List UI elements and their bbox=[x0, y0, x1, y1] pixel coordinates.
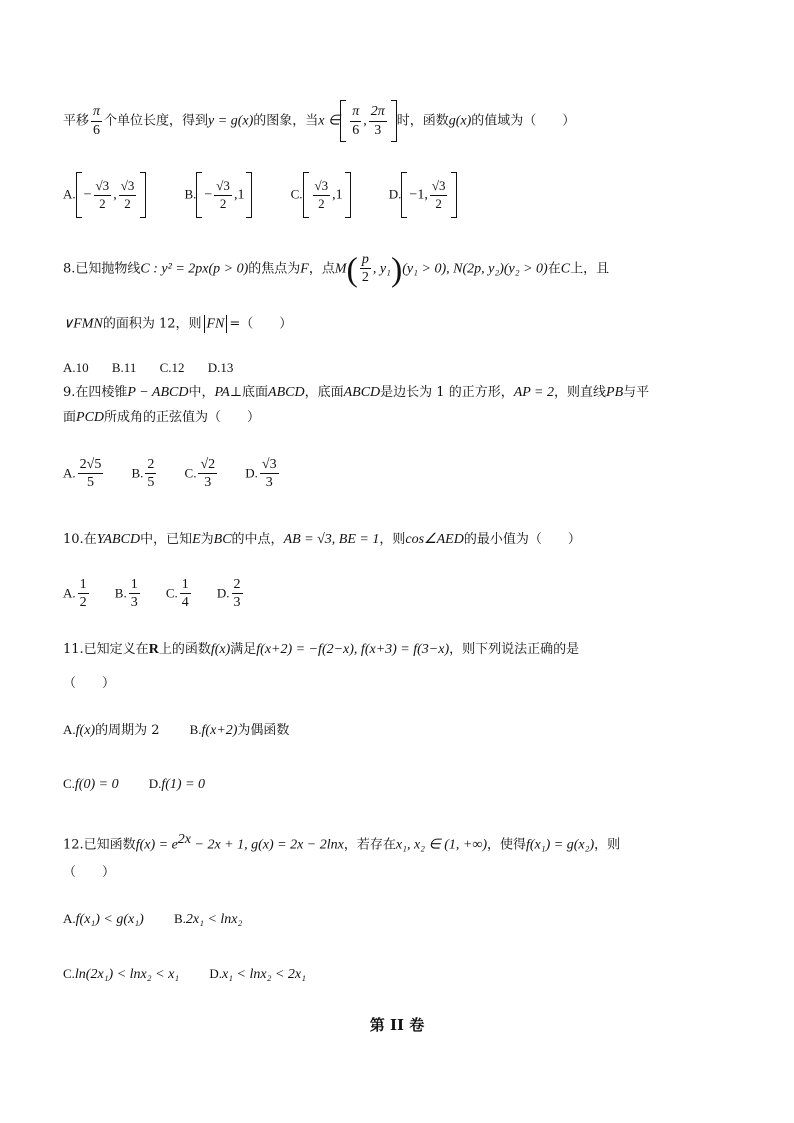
q12-option-b[interactable]: B.2x₁ < lnx₂ bbox=[173, 911, 243, 927]
option-label: C. bbox=[290, 186, 303, 202]
q10-math: AB = √3, BE = 1 bbox=[283, 532, 380, 547]
q9-stem bbox=[63, 386, 649, 400]
q7-text: 的值域为（ ） bbox=[471, 113, 576, 129]
q9-options bbox=[63, 457, 297, 491]
q7-int-a: $\frac{\pi}{6}$ bbox=[352, 104, 360, 138]
q12-stem bbox=[63, 833, 620, 852]
q11-options-cd bbox=[63, 777, 221, 792]
q8-text: ，点 bbox=[308, 261, 335, 277]
q9-option-d[interactable]: D. $\frac{√3}{3}$ bbox=[245, 457, 277, 491]
q11-text: 上的函数 bbox=[158, 642, 211, 657]
q10-text: 为 bbox=[200, 532, 214, 547]
q9-math: P − ABCD bbox=[127, 385, 189, 400]
q8-triangle: ∨FMN bbox=[63, 316, 103, 332]
q8-focus: F bbox=[300, 261, 309, 277]
q12-text: 12.已知函数 bbox=[63, 837, 136, 853]
q9-text: ，则直线 bbox=[554, 385, 607, 400]
right-bracket bbox=[140, 172, 146, 218]
q12-option-c[interactable]: C.ln(2x₁) < lnx₂ < x₁ bbox=[63, 966, 180, 982]
q10-math: cos∠AED bbox=[405, 532, 464, 547]
q11-text: ，则下列说法正确的是 bbox=[449, 642, 580, 657]
q12-options-ab bbox=[63, 912, 258, 927]
q9-text: 与平 bbox=[623, 385, 650, 400]
q7-text: 平移 bbox=[63, 113, 90, 129]
q11-text: 11.已知定义在 bbox=[63, 642, 149, 657]
q7-text: 的图象，当 bbox=[253, 113, 319, 129]
right-bracket bbox=[246, 172, 252, 218]
q9-stem-2 bbox=[63, 411, 260, 425]
left-bracket bbox=[76, 172, 82, 218]
q12-text: ，若存在 bbox=[343, 837, 396, 853]
q9-text: 9.在四棱锥 bbox=[63, 385, 128, 400]
q9-math: ABCD bbox=[343, 385, 381, 400]
q9-text: 所成角的正弦值为（ ） bbox=[104, 410, 261, 425]
q8-y1: , y₁ bbox=[372, 261, 391, 277]
q11-option-d[interactable]: D.f(1) = 0 bbox=[148, 776, 206, 792]
q12-stem-2 bbox=[63, 866, 115, 879]
q8-option-c[interactable]: C.12 bbox=[159, 360, 185, 375]
q11-text: （ ） bbox=[63, 676, 116, 691]
abs-bar bbox=[226, 315, 227, 333]
q9-math: ABCD bbox=[268, 385, 305, 400]
q8-fn: FN bbox=[206, 316, 225, 332]
q9-math: PA bbox=[214, 385, 230, 400]
option-label: D. bbox=[388, 186, 402, 202]
q9-option-b[interactable]: B. $\frac{2}{5}$ bbox=[131, 457, 155, 491]
q12-option-d[interactable]: D.x₁ < lnx₂ < 2x₁ bbox=[209, 966, 306, 982]
q11-stem bbox=[63, 643, 579, 657]
right-bracket bbox=[345, 172, 351, 218]
q10-text: 的最小值为（ ） bbox=[463, 532, 581, 547]
q11-real-set: R bbox=[148, 642, 159, 657]
left-bracket bbox=[196, 172, 202, 218]
q10-text: ，则 bbox=[379, 532, 406, 547]
q9-option-a[interactable]: A. $\frac{2√5}{5}$ bbox=[63, 457, 102, 491]
q8-stem-2 bbox=[63, 315, 292, 333]
q8-option-d[interactable]: D.13 bbox=[207, 360, 234, 375]
left-bracket bbox=[340, 100, 346, 142]
q11-options-ab bbox=[63, 723, 305, 738]
q12-math: − 2x + 1, g(x) = 2x − 2lnx bbox=[191, 837, 344, 853]
q10-text: 10.在 bbox=[63, 532, 97, 547]
q12-text: （ ） bbox=[63, 865, 116, 880]
q10-text: 中，已知 bbox=[140, 532, 193, 547]
q7-frac: $\frac{\pi}{6}$ bbox=[93, 104, 101, 138]
q11-math: f(x+2) = −f(2−x), f(x+3) = f(3−x) bbox=[256, 642, 450, 657]
q10-stem bbox=[63, 533, 581, 547]
q7-options bbox=[63, 172, 473, 218]
abs-bar bbox=[204, 315, 205, 333]
q8-stem: 8.已知抛物线C : y² = 2px(p > 0)的焦点为F，点M( $\frac{p}{2}$ , y₁)(y₁ > 0), N(2p, y₂)(y₂ > 0)在C上，且 bbox=[63, 251, 610, 289]
q8-point-n: (y₁ > 0), N(2p, y₂)(y₂ > 0) bbox=[402, 261, 548, 277]
q8-option-b[interactable]: B.11 bbox=[111, 360, 137, 375]
q11-math: f(x) bbox=[210, 642, 231, 657]
q7-int-b: $\frac{2\pi}{3}$ bbox=[370, 104, 385, 138]
q11-option-c[interactable]: C.f(0) = 0 bbox=[63, 776, 119, 792]
section-heading: 第 II 卷 bbox=[369, 1016, 425, 1034]
q9-math: AP = 2 bbox=[513, 385, 555, 400]
q10-options bbox=[63, 577, 261, 611]
q12-exponent: 2x bbox=[177, 832, 191, 847]
q8-parabola: C : y² = 2px(p > 0) bbox=[140, 261, 249, 277]
q7-stem: 平移 $\frac{\pi}{6}$ 个单位长度，得到y = g(x)的图象，当x ∈ $\frac{\pi}{6}$ , $\frac{2\pi}{3}$ 时，函数g(x)的值域为（ ） bbox=[63, 100, 575, 142]
q8-point-m: M bbox=[334, 261, 347, 277]
q12-option-a[interactable]: A.f(x₁) < g(x₁) bbox=[63, 911, 144, 927]
q12-text: ，使得 bbox=[486, 837, 526, 853]
q8-text: 在 bbox=[547, 261, 561, 277]
q7-text: 时，函数 bbox=[396, 113, 449, 129]
q10-text: 的中点， bbox=[231, 532, 284, 547]
q12-math: x₁, x₂ ∈ (1, +∞) bbox=[395, 837, 487, 853]
q8-option-a[interactable]: A.10 bbox=[63, 360, 89, 375]
left-bracket bbox=[303, 172, 309, 218]
q7-option-d[interactable]: D. −1, $\frac{√3}{2}$ bbox=[389, 172, 458, 218]
left-bracket bbox=[401, 172, 407, 218]
q11-option-a[interactable]: A.f(x)的周期为 2 bbox=[63, 722, 160, 738]
q10-option-d[interactable]: D. $\frac{2}{3}$ bbox=[216, 577, 241, 611]
q12-text: ，则 bbox=[594, 837, 621, 853]
q7-domain: x ∈ bbox=[318, 113, 341, 129]
q12-math: f(x) = e bbox=[135, 837, 178, 853]
q8-text: =（ ） bbox=[229, 316, 293, 332]
q12-math: f(x₁) = g(x₂) bbox=[526, 837, 595, 853]
q8-text: 8.已知抛物线 bbox=[63, 261, 141, 277]
q11-option-b[interactable]: B.f(x+2)为偶函数 bbox=[189, 722, 290, 738]
q10-math: E bbox=[192, 532, 201, 547]
q10-math: BC bbox=[213, 532, 232, 547]
q10-option-b[interactable]: B. $\frac{1}{3}$ bbox=[114, 577, 138, 611]
q9-text: 中， bbox=[188, 385, 215, 400]
q9-text: ，底面 bbox=[304, 385, 344, 400]
q9-text: 面 bbox=[63, 410, 77, 425]
q12-options-cd bbox=[63, 967, 322, 982]
q9-option-c[interactable]: C. $\frac{√2}{3}$ bbox=[184, 457, 216, 491]
q10-math: YABCD bbox=[96, 532, 141, 547]
q8-text: 的焦点为 bbox=[248, 261, 301, 277]
q7-option-b[interactable]: B. − $\frac{√3}{2}$ ,1 bbox=[184, 172, 252, 218]
q7-function: y = g(x) bbox=[208, 113, 254, 129]
q7-gx: g(x) bbox=[448, 113, 472, 129]
q9-math: PB bbox=[606, 385, 624, 400]
q7-option-a[interactable]: A. − $\frac{√3}{2}$ , $\frac{√3}{2}$ bbox=[63, 172, 146, 218]
q7-text: 个单位长度，得到 bbox=[104, 113, 209, 129]
q8-curve: C bbox=[560, 261, 571, 277]
q8-options bbox=[63, 361, 249, 374]
q8-text: 上，且 bbox=[570, 261, 610, 277]
option-label: A. bbox=[63, 186, 76, 202]
q11-stem-2 bbox=[63, 677, 115, 690]
q10-option-a[interactable]: A. $\frac{1}{2}$ bbox=[63, 577, 87, 611]
q10-option-c[interactable]: C. $\frac{1}{4}$ bbox=[165, 577, 189, 611]
q9-text: ⊥底面 bbox=[229, 385, 269, 400]
q7-option-c[interactable]: C. $\frac{√3}{2}$ ,1 bbox=[291, 172, 351, 218]
q9-text: 是边长为 1 的正方形， bbox=[380, 385, 514, 400]
q8-text: 的面积为 12，则 bbox=[102, 316, 202, 332]
right-bracket bbox=[451, 172, 457, 218]
q11-text: 满足 bbox=[230, 642, 257, 657]
option-label: B. bbox=[184, 186, 197, 202]
q9-math: PCD bbox=[76, 410, 105, 425]
